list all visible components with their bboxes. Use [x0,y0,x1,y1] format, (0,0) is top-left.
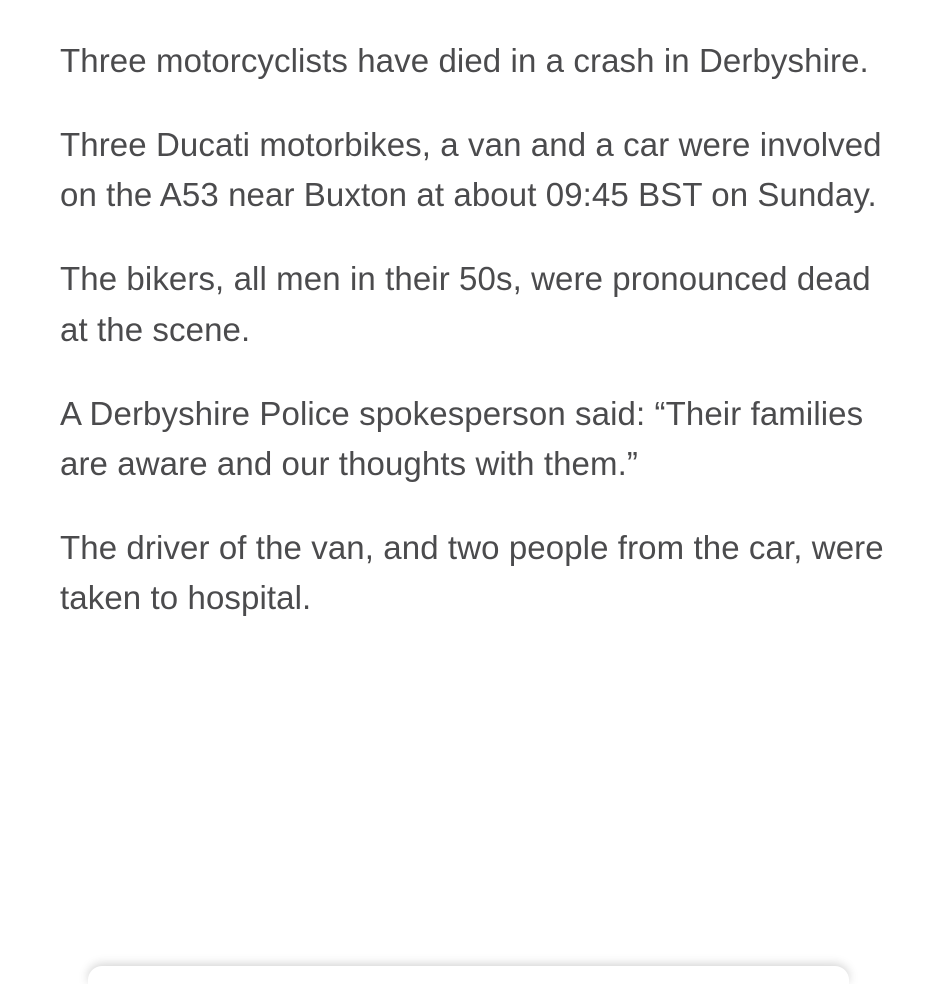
article-paragraph-3: The bikers, all men in their 50s, were pronounced dead at the scene. [60,260,871,348]
article-paragraph-5: The driver of the van, and two people from the car, were taken to hospital. [60,529,884,617]
article-paragraph-4: A Derbyshire Police spokesperson said: “Their families are aware and our thoughts with them.” [60,394,864,482]
article-paragraph-1: Three motorcyclists have died in a crash in Derbyshire. [60,42,869,79]
article-paragraph-2: Three Ducati motorbikes, a van and a car were involved on the A53 near Buxton at about 09:45 BST on Sunday. [60,126,882,214]
